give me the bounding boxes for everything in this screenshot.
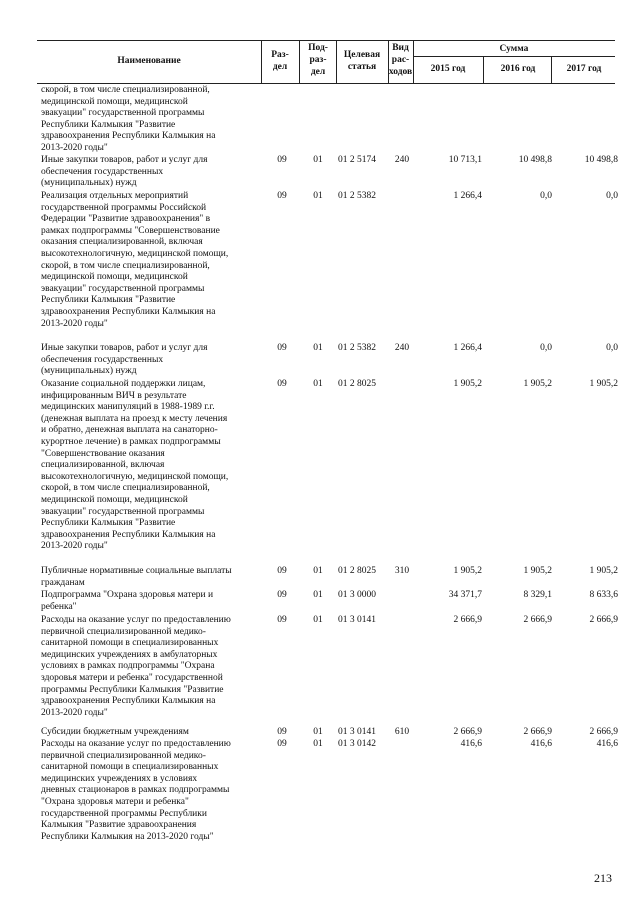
header-razdel: Раз- дел (271, 50, 289, 72)
row-celevaya-statya: 01 3 0141 (338, 727, 376, 737)
page-number: 213 (594, 871, 612, 885)
header-2016: 2016 год (500, 64, 536, 74)
header-2017: 2017 год (566, 64, 602, 74)
row-razdel: 09 (277, 343, 287, 353)
row-vid-rashodov: 310 (394, 566, 410, 576)
table-header (37, 40, 615, 84)
row-name: скорой, в том числе специализированной, медицинской помощи, медицинской эвакуации" государственной программы Республики Калмыкия "Развитие здравоохранения Республики Калмыкия на 2013-2020 годы" (41, 85, 216, 153)
row-name: Иные закупки товаров, работ и услуг для обеспечения государственных (муниципальных) нужд (41, 343, 208, 377)
row-sum-2016: 1 905,2 (523, 566, 552, 576)
row-celevaya-statya: 01 3 0000 (338, 590, 376, 600)
header-celevaya: Целевая статья (343, 50, 381, 72)
row-name: Оказание социальной поддержки лицам, инфицированным ВИЧ в результате медицинских манипуляций в 1988-1989 г.г. (денежная выплата на проезд к месту лечения и обратно, денежная выплата на санаторно- курортное лечение) в рамках подпрограммы "Совершенствование оказания специализированной, включая высокотехнологичную, медицинской помощи, скорой, в том числе специализированной, медицинской помощи, медицинской эвакуации" государственной программы Республики Калмыкия "Развитие здравоохранения Республики Калмыкия на 2013-2020 годы" (41, 379, 229, 552)
row-podrazdel: 01 (313, 343, 323, 353)
row-vid-rashodov: 240 (394, 155, 410, 165)
row-name: Расходы на оказание услуг по предоставлению первичной специализированной медико- санитарной помощи в специализированных медицинских учреждениях в амбулаторных условиях в рамках подпрограммы "Охрана здоровья матери и ребенка" государственной программы Республики Калмыкия "Развитие здравоохранения Республики Калмыкия на 2013-2020 годы" (41, 615, 231, 718)
row-podrazdel: 01 (313, 615, 323, 625)
row-podrazdel: 01 (313, 379, 323, 389)
row-sum-2017: 8 633,6 (589, 590, 618, 600)
row-sum-2017: 1 905,2 (589, 379, 618, 389)
row-name: Публичные нормативные социальные выплаты гражданам (41, 566, 232, 588)
header-podrazdel: Под- раз- дел (308, 43, 328, 77)
row-sum-2016: 0,0 (540, 191, 552, 201)
row-sum-2016: 416,6 (530, 739, 552, 749)
row-sum-2016: 2 666,9 (523, 615, 552, 625)
row-celevaya-statya: 01 2 8025 (338, 566, 376, 576)
row-celevaya-statya: 01 3 0142 (338, 739, 376, 749)
row-celevaya-statya: 01 2 5382 (338, 191, 376, 201)
row-razdel: 09 (277, 590, 287, 600)
row-razdel: 09 (277, 155, 287, 165)
row-podrazdel: 01 (313, 727, 323, 737)
header-2015: 2015 год (430, 64, 466, 74)
row-sum-2016: 10 498,8 (518, 155, 552, 165)
row-sum-2017: 0,0 (606, 191, 618, 201)
row-podrazdel: 01 (313, 155, 323, 165)
row-razdel: 09 (277, 727, 287, 737)
row-name: Подпрограмма "Охрана здоровья матери и ребенка" (41, 590, 214, 612)
row-podrazdel: 01 (313, 739, 323, 749)
row-name: Реализация отдельных мероприятий государственной программы Российской Федерации "Развитие здравоохранения" в рамках подпрограммы "Совершенствование оказания специализированной, включая высокотехнологичную, медицинской помощи, скорой, в том числе специализированной, медицинской помощи, медицинской эвакуации" государственной программы Республики Калмыкия "Развитие здравоохранения Республики Калмыкия на 2013-2020 годы" (41, 191, 229, 329)
row-razdel: 09 (277, 566, 287, 576)
row-sum-2015: 10 713,1 (448, 155, 482, 165)
row-celevaya-statya: 01 3 0141 (338, 615, 376, 625)
row-sum-2016: 8 329,1 (523, 590, 552, 600)
row-sum-2017: 10 498,8 (584, 155, 618, 165)
row-sum-2015: 2 666,9 (453, 727, 482, 737)
row-razdel: 09 (277, 191, 287, 201)
row-vid-rashodov: 240 (394, 343, 410, 353)
row-sum-2015: 2 666,9 (453, 615, 482, 625)
row-vid-rashodov: 610 (394, 727, 410, 737)
header-summa: Сумма (499, 44, 529, 54)
row-sum-2017: 1 905,2 (589, 566, 618, 576)
row-podrazdel: 01 (313, 566, 323, 576)
row-name: Расходы на оказание услуг по предоставлению первичной специализированной медико- санитарной помощи в специализированных медицинских учреждениях в условиях дневных стационаров в рамках подпрограммы "Охрана здоровья матери и ребенка" государственной программы Республики Калмыкия "Развитие здравоохранения Республики Калмыкия на 2013-2020 годы" (41, 739, 231, 842)
row-celevaya-statya: 01 2 5174 (338, 155, 376, 165)
row-podrazdel: 01 (313, 590, 323, 600)
row-name: Субсидии бюджетным учреждениям (41, 727, 189, 737)
row-sum-2017: 2 666,9 (589, 615, 618, 625)
row-razdel: 09 (277, 615, 287, 625)
row-sum-2015: 34 371,7 (448, 590, 482, 600)
row-sum-2015: 1 266,4 (453, 191, 482, 201)
row-sum-2015: 1 905,2 (453, 566, 482, 576)
row-sum-2016: 1 905,2 (523, 379, 552, 389)
row-sum-2017: 0,0 (606, 343, 618, 353)
row-razdel: 09 (277, 739, 287, 749)
row-sum-2016: 2 666,9 (523, 727, 552, 737)
row-celevaya-statya: 01 2 8025 (338, 379, 376, 389)
header-vid: Вид рас- ходов (388, 43, 413, 77)
row-sum-2017: 416,6 (596, 739, 618, 749)
row-celevaya-statya: 01 2 5382 (338, 343, 376, 353)
row-sum-2015: 416,6 (460, 739, 482, 749)
row-sum-2015: 1 905,2 (453, 379, 482, 389)
header-name: Наименование (117, 56, 181, 66)
row-sum-2017: 2 666,9 (589, 727, 618, 737)
row-sum-2015: 1 266,4 (453, 343, 482, 353)
row-name: Иные закупки товаров, работ и услуг для обеспечения государственных (муниципальных) нужд (41, 155, 208, 189)
row-razdel: 09 (277, 379, 287, 389)
row-sum-2016: 0,0 (540, 343, 552, 353)
row-podrazdel: 01 (313, 191, 323, 201)
